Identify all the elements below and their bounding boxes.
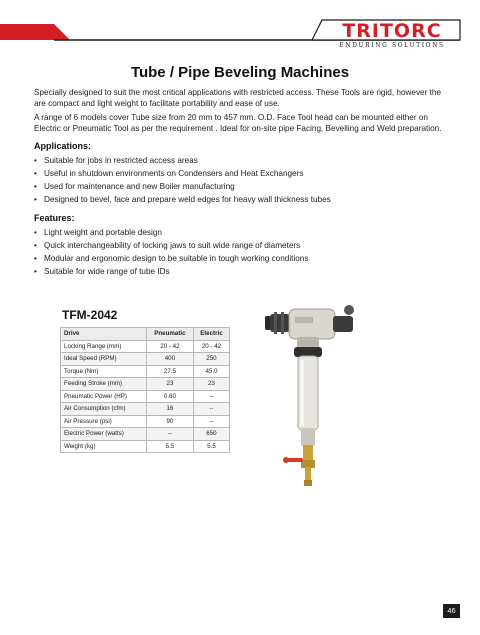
features-heading: Features:: [34, 213, 75, 223]
table-cell: --: [146, 428, 193, 441]
table-row: [61, 365, 230, 378]
valve-lever-grip: [283, 457, 289, 463]
table-cell: --: [193, 390, 229, 403]
table-cell: 27.5: [146, 365, 193, 378]
intro-paragraph-1: Specially designed to suit the most critical applications with restricted access. These Tools are rigid, however the are compact and light weight to facilitate portability and ease of use.: [34, 88, 441, 108]
list-item: • Designed to bevel, face and prepare weld edges for heavy wall thickness tubes: [34, 193, 331, 206]
table-cell: 20 - 42: [146, 340, 193, 353]
applications-heading: Applications:: [34, 141, 92, 151]
rear-knob: [333, 316, 353, 332]
red-accent-bar: [0, 24, 70, 40]
table-row: [61, 353, 230, 366]
page-number: 46: [443, 604, 460, 618]
handle-highlight: [300, 360, 304, 426]
body-label: [295, 317, 313, 323]
table-cell: 250: [193, 353, 229, 366]
spec-table: [60, 327, 230, 453]
table-cell: --: [193, 415, 229, 428]
list-item: • Suitable for jobs in restricted access areas: [34, 154, 331, 167]
list-item: • Useful in shutdown environments on Condensers and Heat Exchangers: [34, 167, 331, 180]
table-cell: Torque (Nm): [61, 365, 147, 378]
tool-body: [289, 309, 335, 339]
table-cell: 23: [146, 378, 193, 391]
air-inlet-fitting: [303, 445, 313, 461]
table-cell: 45.0: [193, 365, 229, 378]
table-row: [61, 390, 230, 403]
table-cell: Locking Range (mm): [61, 340, 147, 353]
list-item: • Used for maintenance and new Boiler manufacturing: [34, 180, 331, 193]
table-cell: Pneumatic Power (HP): [61, 390, 147, 403]
table-cell: Weight (kg): [61, 440, 147, 453]
list-item: • Modular and ergonomic design to be suitable in tough working conditions: [34, 252, 308, 265]
model-name: TFM-2042: [62, 308, 118, 322]
intro-paragraph-2: A range of 6 models cover Tube size from 20 mm to 457 mm. O.D. Face Tool head can be mounted either on Electric or Pneumatic Tool as per the requirement . Ideal for on-site pipe Facing, Bevelling and Weld preparation.: [34, 113, 442, 133]
table-cell: 23: [193, 378, 229, 391]
table-cell: Feeding Stroke (mm): [61, 378, 147, 391]
table-cell: Air Pressure (psi): [61, 415, 147, 428]
table-cell: Electric Power (watts): [61, 428, 147, 441]
list-item: • Light weight and portable design: [34, 226, 308, 239]
column-header: Pneumatic: [146, 328, 193, 341]
feed-handle: [344, 305, 354, 315]
applications-list: [34, 154, 331, 206]
beveling-machine-image: [265, 300, 365, 500]
table-row: [61, 340, 230, 353]
handle-end: [301, 428, 315, 446]
clamp-ring: [274, 312, 277, 334]
table-cell: 5.5: [146, 440, 193, 453]
table-cell: --: [193, 403, 229, 416]
page-title: Tube / Pipe Beveling Machines: [130, 64, 350, 81]
table-row: [61, 415, 230, 428]
table-cell: 16: [146, 403, 193, 416]
clamp-head: [270, 314, 290, 332]
valve-body: [301, 460, 315, 468]
table-row: [61, 440, 230, 453]
features-list: [34, 226, 308, 278]
table-cell: 400: [146, 353, 193, 366]
table-cell: 20 - 42: [193, 340, 229, 353]
table-cell: Air Consumption (cfm): [61, 403, 147, 416]
table-cell: 0.60: [146, 390, 193, 403]
column-header: Electric: [193, 328, 229, 341]
hose-nipple: [305, 467, 311, 481]
clamp-ring: [281, 312, 284, 334]
hose-coupler: [304, 480, 312, 486]
page-header: [0, 0, 480, 52]
column-header: Drive: [61, 328, 147, 341]
table-cell: 650: [193, 428, 229, 441]
list-item: • Suitable for wide range of tube IDs: [34, 265, 308, 278]
table-cell: 5.5: [193, 440, 229, 453]
list-item: • Quick interchangeability of locking jaws to suit wide range of diameters: [34, 239, 308, 252]
table-row: [61, 428, 230, 441]
table-cell: 90: [146, 415, 193, 428]
brand-logo: TRITORC: [342, 20, 442, 42]
brand-tagline: ENDURING SOLUTIONS: [339, 42, 445, 49]
table-cell: Ideal Speed (RPM): [61, 353, 147, 366]
table-row: [61, 378, 230, 391]
table-header-row: [61, 328, 230, 341]
table-row: [61, 403, 230, 416]
